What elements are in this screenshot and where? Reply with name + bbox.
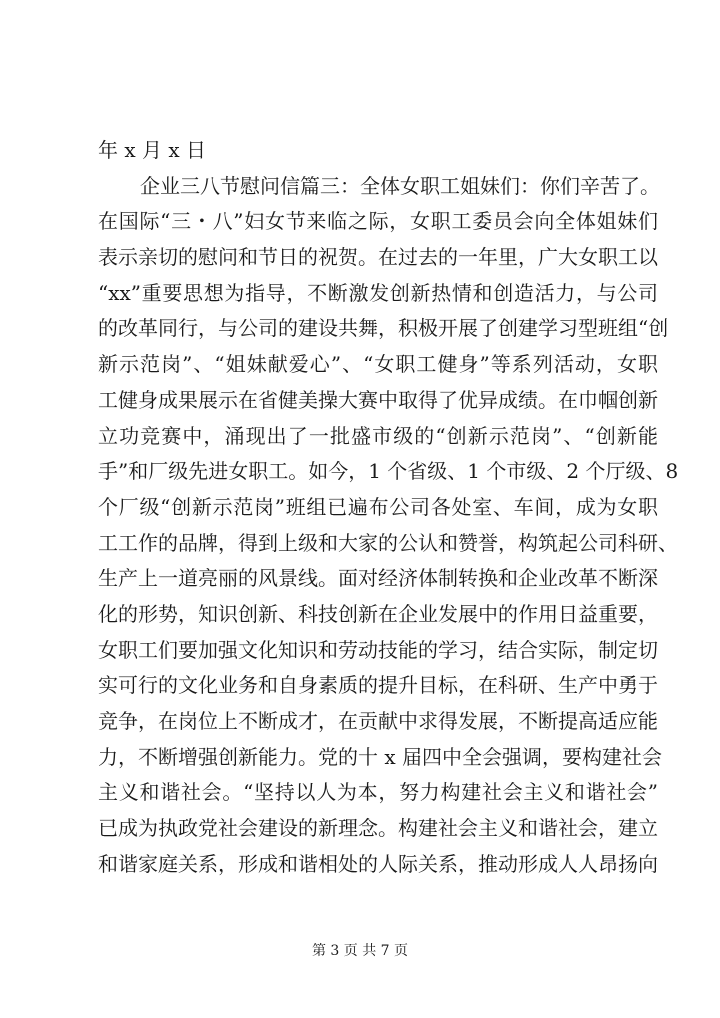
text-line: 企业三八节慰问信篇三：全体女职工姐妹们：你们辛苦了。 <box>140 173 660 198</box>
text-line: 新示范岗”、“姐妹献爱心”、“女职工健身”等系列活动，女职 <box>98 352 658 377</box>
body-text <box>98 133 679 882</box>
page-footer: 第 3 页 共 7 页 <box>311 943 409 959</box>
text-line: 女职工们要加强文化知识和劳动技能的学习，结合实际，制定切 <box>98 637 658 662</box>
text-line: 力，不断增强创新能力。党的十 x 届四中全会强调，要构建社会 <box>98 744 662 769</box>
text-line: 化的形势，知识创新、科技创新在企业发展中的作用日益重要， <box>98 601 658 626</box>
text-line: “xx”重要思想为指导，不断激发创新热情和创造活力，与公司 <box>98 280 658 305</box>
text-line: 在国际“三・八”妇女节来临之际，女职工委员会向全体姐妹们 <box>98 209 658 234</box>
text-line: 个厂级“创新示范岗”班组已遍布公司各处室、车间，成为女职 <box>98 494 658 519</box>
text-line: 竞争，在岗位上不断成才，在贡献中求得发展，不断提高适应能 <box>98 709 658 733</box>
text-line: 生产上一道亮丽的风景线。面对经济体制转换和企业改革不断深 <box>98 566 658 591</box>
text-line: 手”和厂级先进女职工。如今，1 个省级、1 个市级、2 个厅级、8 <box>98 459 679 484</box>
text-line: 已成为执政党社会建设的新理念。构建社会主义和谐社会，建立 <box>98 816 658 841</box>
text-line: 主义和谐社会。“坚持以人为本，努力构建社会主义和谐社会” <box>98 780 658 805</box>
text-line: 实可行的文化业务和自身素质的提升目标，在科研、生产中勇于 <box>98 673 658 698</box>
text-line: 的改革同行，与公司的建设共舞，积极开展了创建学习型班组“创 <box>98 316 669 341</box>
text-line: 工健身成果展示在省健美操大赛中取得了优异成绩。在巾帼创新 <box>98 387 658 412</box>
text-line: 工工作的品牌，得到上级和大家的公认和赞誉，构筑起公司科研、 <box>98 530 678 555</box>
date-line: 年 x 月 x 日 <box>98 138 206 162</box>
text-line: 立功竞赛中，涌现出了一批盛市级的“创新示范岗”、“创新能 <box>98 423 658 448</box>
text-line: 表示亲切的慰问和节日的祝贺。在过去的一年里，广大女职工以 <box>98 245 658 270</box>
text-line: 和谐家庭关系，形成和谐相处的人际关系，推动形成人人昂扬向 <box>98 851 658 876</box>
